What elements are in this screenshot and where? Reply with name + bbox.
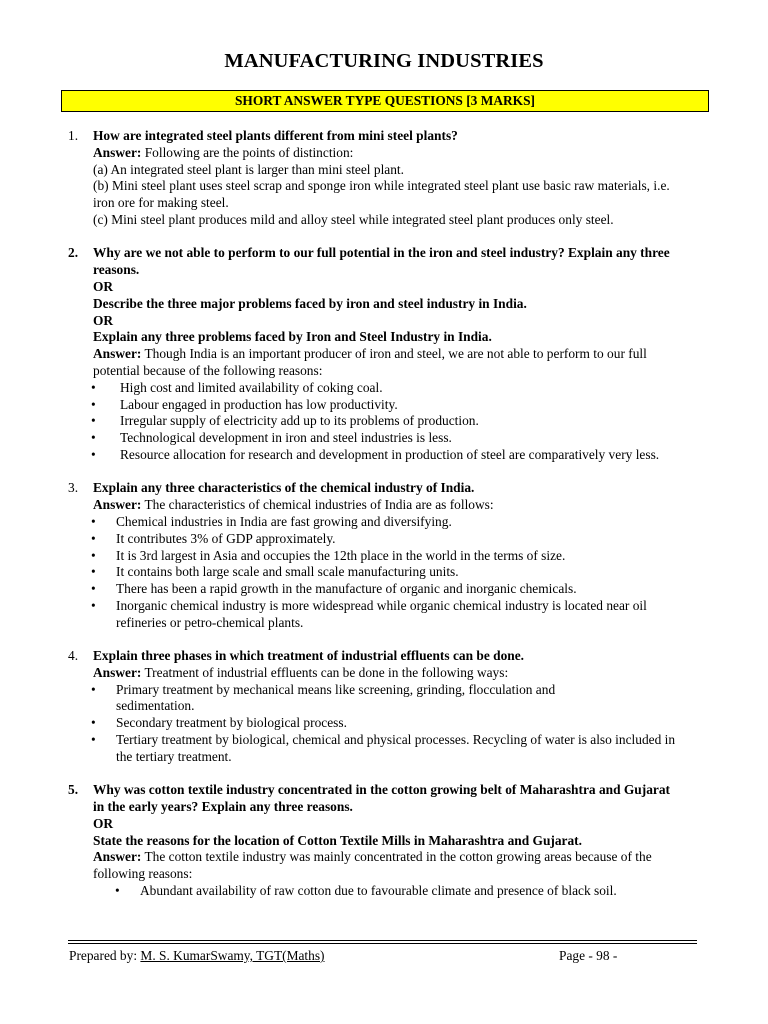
answer-line: (c) Mini steel plant produces mild and alloy steel while integrated steel plant produces only steel. — [93, 211, 614, 227]
answer-text: Following are the points of distinction: — [144, 144, 354, 160]
answer-line: (a) An integrated steel plant is larger than mini steel plant. — [93, 161, 404, 177]
question-number: 5. — [68, 782, 79, 798]
answer-line: (b) Mini steel plant uses steel scrap and sponge iron while integrated steel plant use basic raw materials, i.e. iron ore for making steel. — [93, 178, 670, 211]
question-3 — [68, 480, 708, 631]
question-alt-text: Describe the three major problems faced by iron and steel industry in India. — [93, 295, 527, 311]
or-label: OR — [93, 312, 114, 328]
footer-divider — [68, 940, 697, 941]
answer-intro — [93, 497, 708, 514]
question-text: How are integrated steel plants different from mini steel plants? — [93, 128, 458, 143]
list-item: • It contributes 3% of GDP approximately. — [93, 531, 678, 548]
list-item: • It is 3rd largest in Asia and occupies the 12th place in the world in the terms of size. — [93, 548, 678, 565]
answer-label: Answer: — [93, 144, 142, 160]
answer-intro — [93, 665, 708, 682]
answer-text: Though India is an important producer of iron and steel, we are not able to perform to our full potential because of the following reasons: — [93, 346, 647, 378]
question-number: 4. — [68, 648, 79, 664]
answer-intro — [93, 145, 708, 162]
list-item: • Abundant availability of raw cotton due to favourable climate and presence of black soil. — [93, 883, 638, 900]
or-label: OR — [93, 815, 114, 831]
question-number: 3. — [68, 480, 79, 496]
question-alt-text: Explain any three problems faced by Iron and Steel Industry in India. — [93, 329, 492, 345]
question-text: Explain three phases in which treatment of industrial effluents can be done. — [93, 648, 525, 664]
answer-intro — [93, 346, 693, 380]
list-item: • Irregular supply of electricity add up to its problems of production. — [93, 413, 673, 430]
answer-label: Answer: — [93, 664, 142, 680]
list-item: • Labour engaged in production has low productivity. — [93, 397, 673, 414]
footer-divider — [68, 943, 697, 944]
list-item: • High cost and limited availability of coking coal. — [93, 380, 673, 397]
answer-label: Answer: — [93, 346, 142, 362]
answer-intro — [93, 849, 703, 883]
question-number: 1. — [68, 128, 79, 143]
bullet-list — [93, 514, 678, 632]
answer-text: Treatment of industrial effluents can be done in the following ways: — [144, 664, 509, 680]
list-item: • It contains both large scale and small scale manufacturing units. — [93, 564, 678, 581]
question-4 — [68, 648, 708, 766]
section-banner: SHORT ANSWER TYPE QUESTIONS [3 MARKS] — [61, 90, 709, 112]
question-text: Why was cotton textile industry concentrated in the cotton growing belt of Maharashtra and Gujarat in the early years? Explain any three reasons. — [93, 782, 671, 815]
footer-prepared-by — [69, 948, 325, 964]
answer-text: The characteristics of chemical industries of India are as follows: — [144, 497, 494, 513]
author-name: M. S. KumarSwamy, TGT(Maths) — [140, 948, 325, 963]
bullet-list — [93, 682, 678, 766]
answer-label: Answer: — [93, 497, 142, 513]
list-item: • Resource allocation for research and development in production of steel are comparatively very less. — [93, 447, 675, 464]
question-text: Why are we not able to perform to our full potential in the iron and steel industry? Explain any three reasons. — [93, 245, 670, 278]
question-alt-text: State the reasons for the location of Cotton Textile Mills in Maharashtra and Gujarat. — [93, 832, 582, 848]
question-number: 2. — [68, 245, 79, 261]
list-item: • Tertiary treatment by biological, chemical and physical processes. Recycling of water is also included in the tertiary treatment. — [93, 732, 678, 766]
answer-text: The cotton textile industry was mainly concentrated in the cotton growing areas because of the following reasons: — [93, 849, 652, 882]
question-1 — [68, 128, 708, 229]
list-item: • Secondary treatment by biological process. — [93, 715, 678, 732]
questions-list — [68, 128, 708, 916]
list-item: • Technological development in iron and steel industries is less. — [93, 430, 673, 447]
or-label: OR — [93, 278, 114, 294]
list-item: • There has been a rapid growth in the manufacture of organic and inorganic chemicals. — [93, 581, 678, 598]
question-2 — [68, 245, 708, 463]
list-item: • Inorganic chemical industry is more widespread while organic chemical industry is located near oil refineries or petro-chemical plants. — [93, 598, 678, 632]
prepared-label: Prepared by: — [69, 948, 138, 963]
bullet-list — [93, 380, 673, 464]
page-title: MANUFACTURING INDUSTRIES — [224, 50, 544, 72]
list-item: • Chemical industries in India are fast growing and diversifying. — [93, 514, 678, 531]
question-text: Explain any three characteristics of the chemical industry of India. — [93, 480, 475, 496]
answer-label: Answer: — [93, 849, 142, 865]
page-number: Page - 98 - — [559, 948, 618, 963]
list-item: • Primary treatment by mechanical means like screening, grinding, flocculation and sedimentation. — [93, 682, 631, 716]
question-5 — [68, 782, 708, 900]
bullet-list — [93, 883, 638, 900]
